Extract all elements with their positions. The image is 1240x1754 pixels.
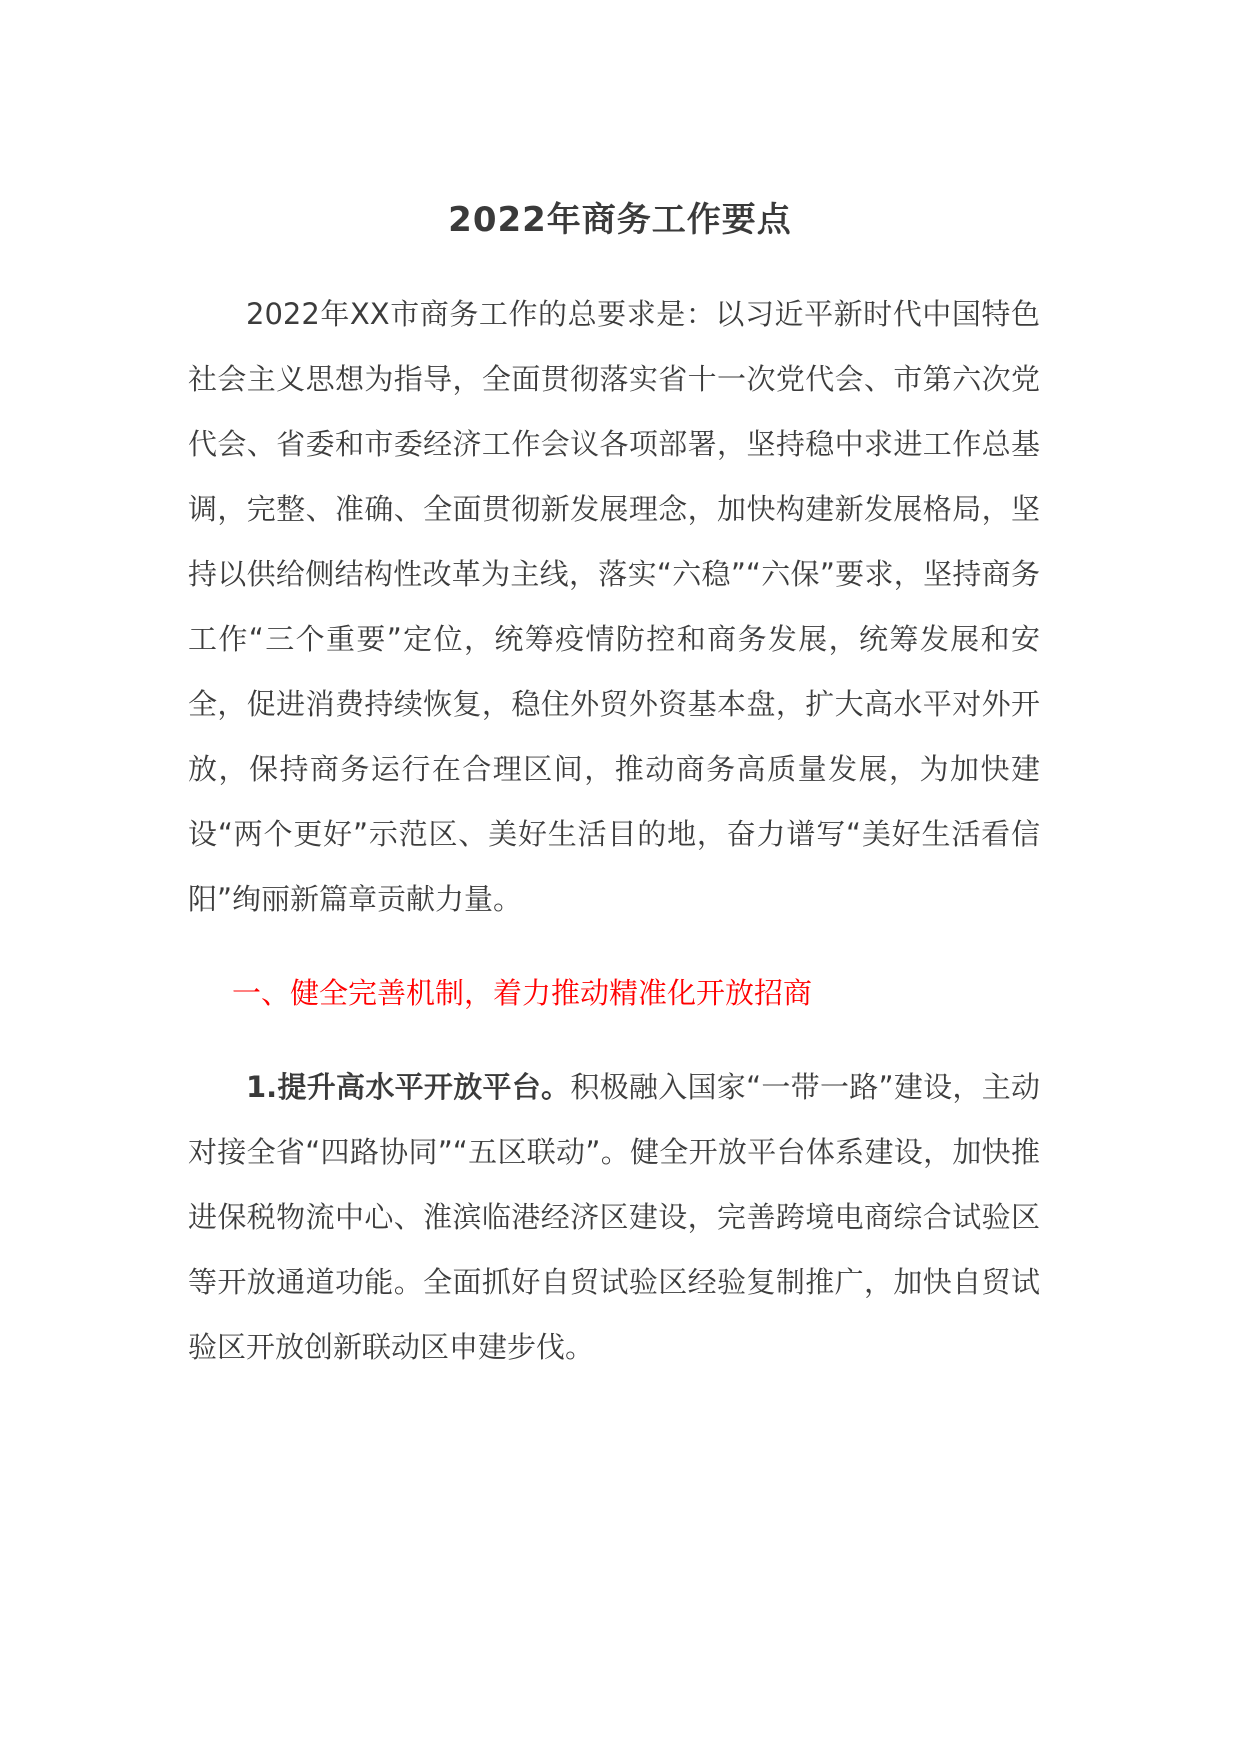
intro-paragraph: 2022年XX市商务工作的总要求是：以习近平新时代中国特色社会主义思想为指导，全面贯彻落实省十一次党代会、市第六次党代会、省委和市委经济工作会议各项部署，坚持稳中求进工作总基调，完整、准确、全面贯彻新发展理念，加快构建新发展格局，坚持以供给侧结构性改革为主线，落实“六稳”“六保”要求，坚持商务工作“三个重要”定位，统筹疫情防控和商务发展，统筹发展和安全，促进消费持续恢复，稳住外贸外资基本盘，扩大高水平对外开放，保持商务运行在合理区间，推动商务高质量发展，为加快建设“两个更好”示范区、美好生活目的地，奋力谱写“美好生活看信阳”绚丽新篇章贡献力量。	[188, 297, 1040, 916]
item-1-paragraph	[188, 1055, 1040, 1380]
document-title: 2022年商务工作要点	[448, 200, 792, 240]
section-heading-1: 一、健全完善机制，着力推动精准化开放招商	[232, 976, 813, 1010]
item-1-lead: 1.提升高水平开放平台。	[246, 1070, 571, 1104]
item-1-text: 积极融入国家“一带一路”建设，主动对接全省“四路协同”“五区联动”。健全开放平台体系建设，加快推进保税物流中心、淮滨临港经济区建设，完善跨境电商综合试验区等开放通道功能。全面抓好自贸试验区经验复制推广，加快自贸试验区开放创新联动区申建步伐。	[188, 1070, 1040, 1364]
